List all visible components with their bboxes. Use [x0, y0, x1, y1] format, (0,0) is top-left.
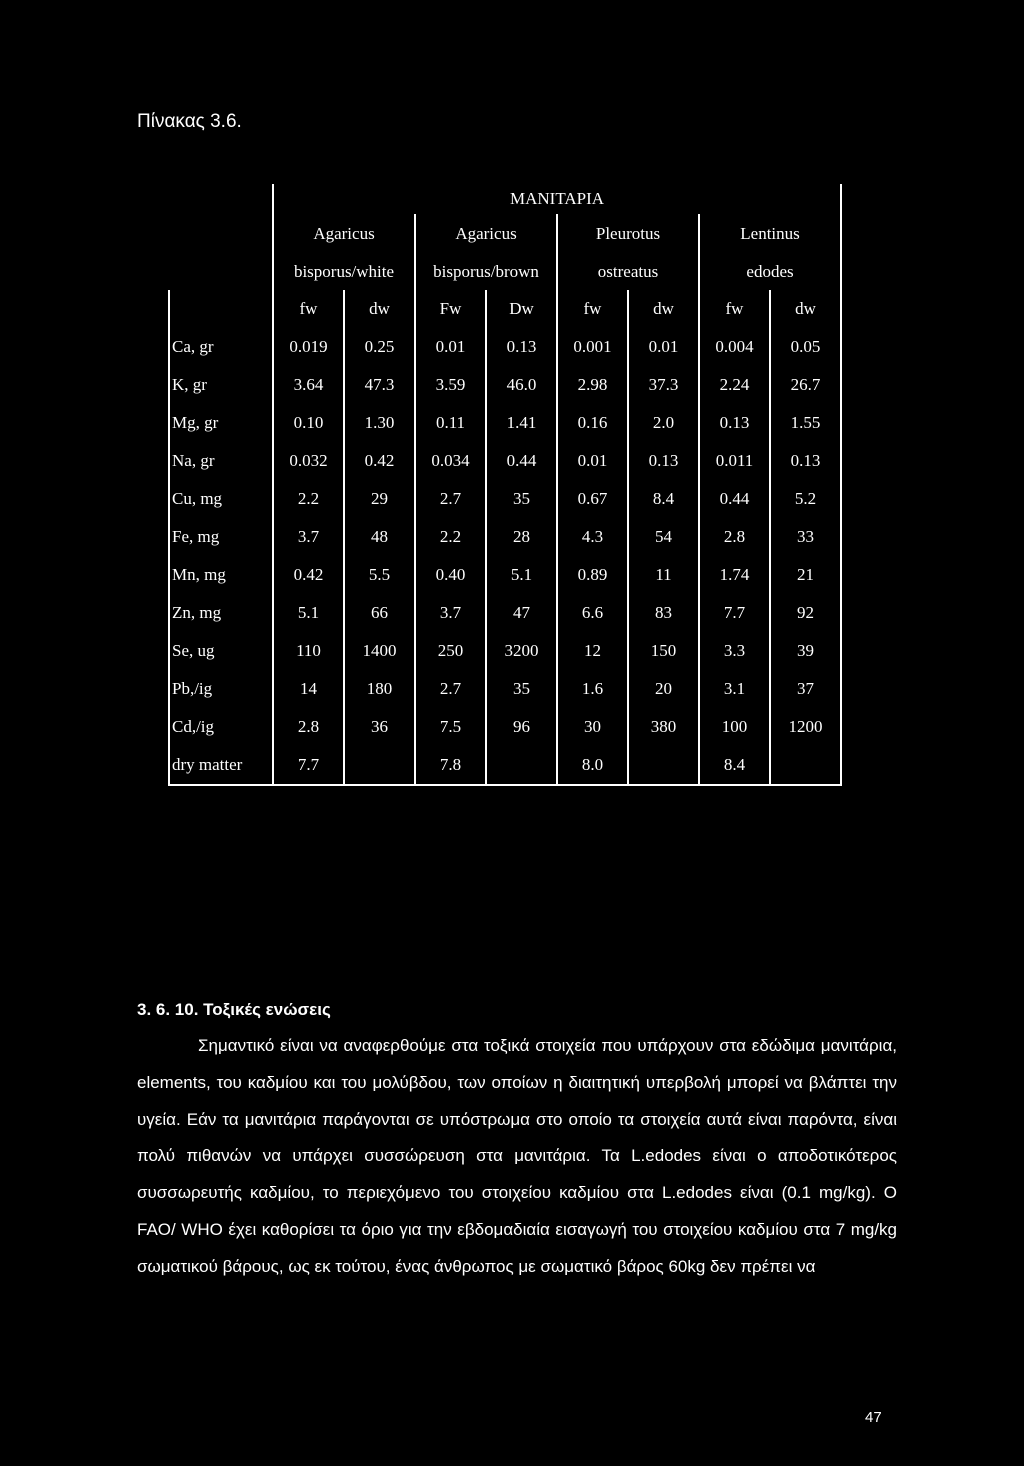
table-cell: 2.7	[415, 480, 486, 518]
table-title: ΜΑΝΙΤΑΡΙΑ	[273, 184, 841, 214]
table-cell: 7.8	[415, 746, 486, 785]
row-label: Ca, gr	[169, 328, 273, 366]
table-cell: 0.25	[344, 328, 415, 366]
table-cell: 0.16	[557, 404, 628, 442]
table-row	[169, 480, 841, 518]
species-name-line2: bisporus/white	[273, 254, 415, 290]
table-cell: 0.13	[770, 442, 841, 480]
table-cell: 0.13	[699, 404, 770, 442]
unit-header: dw	[344, 290, 415, 328]
table-cell: 21	[770, 556, 841, 594]
table-cell: 1.41	[486, 404, 557, 442]
table-cell: 3200	[486, 632, 557, 670]
table-cell: 33	[770, 518, 841, 556]
unit-header: Dw	[486, 290, 557, 328]
unit-header: fw	[557, 290, 628, 328]
species-name-line2: ostreatus	[557, 254, 699, 290]
mushroom-mineral-table	[168, 184, 842, 786]
table-cell: 0.44	[699, 480, 770, 518]
table-cell: 1200	[770, 708, 841, 746]
table-cell: 0.01	[415, 328, 486, 366]
table-cell: 66	[344, 594, 415, 632]
table-row	[169, 746, 841, 785]
table-cell: 20	[628, 670, 699, 708]
row-label: Zn, mg	[169, 594, 273, 632]
table-cell: 110	[273, 632, 344, 670]
table-cell: 5.5	[344, 556, 415, 594]
table-cell: 47	[486, 594, 557, 632]
species-name-line1: Agaricus	[415, 214, 557, 254]
table-cell: 0.40	[415, 556, 486, 594]
table-cell: 2.24	[699, 366, 770, 404]
unit-header: fw	[273, 290, 344, 328]
table-cell: 2.98	[557, 366, 628, 404]
table-cell: 0.01	[557, 442, 628, 480]
table-row	[169, 328, 841, 366]
table-cell: 26.7	[770, 366, 841, 404]
table-row	[169, 518, 841, 556]
table-row	[169, 632, 841, 670]
table-cell	[770, 746, 841, 785]
table-cell: 250	[415, 632, 486, 670]
table-cell: 46.0	[486, 366, 557, 404]
species-name-line2: edodes	[699, 254, 841, 290]
table-cell: 47.3	[344, 366, 415, 404]
table-cell: 36	[344, 708, 415, 746]
table-cell: 0.42	[273, 556, 344, 594]
table-cell: 100	[699, 708, 770, 746]
row-label: Mg, gr	[169, 404, 273, 442]
table-caption: Πίνακας 3.6.	[137, 111, 242, 132]
row-label: dry matter	[169, 746, 273, 785]
table-cell: 3.3	[699, 632, 770, 670]
table-row	[169, 594, 841, 632]
table-cell: 5.2	[770, 480, 841, 518]
table-cell: 2.8	[699, 518, 770, 556]
table-cell: 2.2	[273, 480, 344, 518]
table-cell: 0.13	[628, 442, 699, 480]
table-cell: 35	[486, 670, 557, 708]
table-cell: 30	[557, 708, 628, 746]
table-cell: 28	[486, 518, 557, 556]
table-cell	[486, 746, 557, 785]
table-cell: 35	[486, 480, 557, 518]
table-cell: 0.10	[273, 404, 344, 442]
species-name-line1: Agaricus	[273, 214, 415, 254]
table-cell: 1.74	[699, 556, 770, 594]
section-heading: 3. 6. 10. Τοξικές ενώσεις	[137, 1000, 331, 1019]
row-label: Se, ug	[169, 632, 273, 670]
table-cell: 3.59	[415, 366, 486, 404]
table-cell: 1.55	[770, 404, 841, 442]
table-cell: 92	[770, 594, 841, 632]
table-cell: 2.8	[273, 708, 344, 746]
species-name-line1: Pleurotus	[557, 214, 699, 254]
table-cell: 0.001	[557, 328, 628, 366]
table-row	[169, 708, 841, 746]
table-row	[169, 670, 841, 708]
table-cell: 3.7	[415, 594, 486, 632]
row-label: Na, gr	[169, 442, 273, 480]
table-row	[169, 556, 841, 594]
table-cell: 180	[344, 670, 415, 708]
unit-header: dw	[770, 290, 841, 328]
row-label: Cd,/ig	[169, 708, 273, 746]
table-cell: 6.6	[557, 594, 628, 632]
unit-header: dw	[628, 290, 699, 328]
table-cell: 2.2	[415, 518, 486, 556]
table-cell: 7.7	[699, 594, 770, 632]
table-cell: 0.05	[770, 328, 841, 366]
table-cell: 8.0	[557, 746, 628, 785]
species-name-line1: Lentinus	[699, 214, 841, 254]
unit-header: fw	[699, 290, 770, 328]
row-label: Mn, mg	[169, 556, 273, 594]
row-label: Cu, mg	[169, 480, 273, 518]
table-cell: 1.6	[557, 670, 628, 708]
table-cell: 1400	[344, 632, 415, 670]
table-cell: 3.64	[273, 366, 344, 404]
table-cell: 8.4	[699, 746, 770, 785]
table-row	[169, 366, 841, 404]
table-row	[169, 442, 841, 480]
table-cell: 0.13	[486, 328, 557, 366]
table-cell: 0.032	[273, 442, 344, 480]
table-cell: 0.01	[628, 328, 699, 366]
table-cell: 7.7	[273, 746, 344, 785]
table-cell: 0.004	[699, 328, 770, 366]
table-cell: 0.011	[699, 442, 770, 480]
table-cell: 11	[628, 556, 699, 594]
page-number: 47	[865, 1409, 882, 1426]
table-cell	[344, 746, 415, 785]
table-cell: 48	[344, 518, 415, 556]
table-cell: 4.3	[557, 518, 628, 556]
table-cell: 54	[628, 518, 699, 556]
table-cell: 0.42	[344, 442, 415, 480]
table-cell	[628, 746, 699, 785]
table-cell: 0.11	[415, 404, 486, 442]
section-paragraph: Σημαντικό είναι να αναφερθούμε στα τοξικά στοιχεία που υπάρχουν στα εδώδιμα μανιτάρια, elements, του καδμίου και του μολύβδου, των οποίων η διαιτητική υπερβολή μπορεί να βλάπτει την υγεία. Εάν τα μανιτάρια παράγονται σε υπόστρωμα στο οποίο τα στοιχεία αυτά είναι παρόντα, είναι πολύ πιθανών να υπάρχει συσσώρευση στα μανιτάρια. Τα L.edodes είναι ο αποδοτικότερος συσσωρευτής καδμίου, το περιεχόμενο του στοιχείου καδμίου στα L.edodes είναι (0.1 mg/kg). Ο FAO/ WHO έχει καθορίσει τα όριο για την εβδομαδιαία εισαγωγή του στοιχείου καδμίου στα 7 mg/kg σωματικού βάρους, ως εκ τούτου, ένας άνθρωπος με σωματικό βάρος 60kg δεν πρέπει να	[137, 1036, 897, 1276]
row-label: Pb,/ig	[169, 670, 273, 708]
table-cell: 2.7	[415, 670, 486, 708]
table-cell: 0.034	[415, 442, 486, 480]
table-cell: 2.0	[628, 404, 699, 442]
table-cell: 0.44	[486, 442, 557, 480]
table-cell: 5.1	[273, 594, 344, 632]
table-cell: 29	[344, 480, 415, 518]
table-cell: 37.3	[628, 366, 699, 404]
table-cell: 39	[770, 632, 841, 670]
table-cell: 37	[770, 670, 841, 708]
table-cell: 1.30	[344, 404, 415, 442]
table-cell: 5.1	[486, 556, 557, 594]
table-cell: 150	[628, 632, 699, 670]
table-row	[169, 404, 841, 442]
table-cell: 0.67	[557, 480, 628, 518]
table-cell: 380	[628, 708, 699, 746]
table-cell: 14	[273, 670, 344, 708]
table-cell: 12	[557, 632, 628, 670]
table-cell: 0.89	[557, 556, 628, 594]
table-cell: 83	[628, 594, 699, 632]
table-cell: 3.7	[273, 518, 344, 556]
unit-header: Fw	[415, 290, 486, 328]
table-cell: 96	[486, 708, 557, 746]
row-label: Fe, mg	[169, 518, 273, 556]
table-cell: 0.019	[273, 328, 344, 366]
table-cell: 7.5	[415, 708, 486, 746]
table-cell: 8.4	[628, 480, 699, 518]
species-name-line2: bisporus/brown	[415, 254, 557, 290]
table-cell: 3.1	[699, 670, 770, 708]
row-label: K, gr	[169, 366, 273, 404]
